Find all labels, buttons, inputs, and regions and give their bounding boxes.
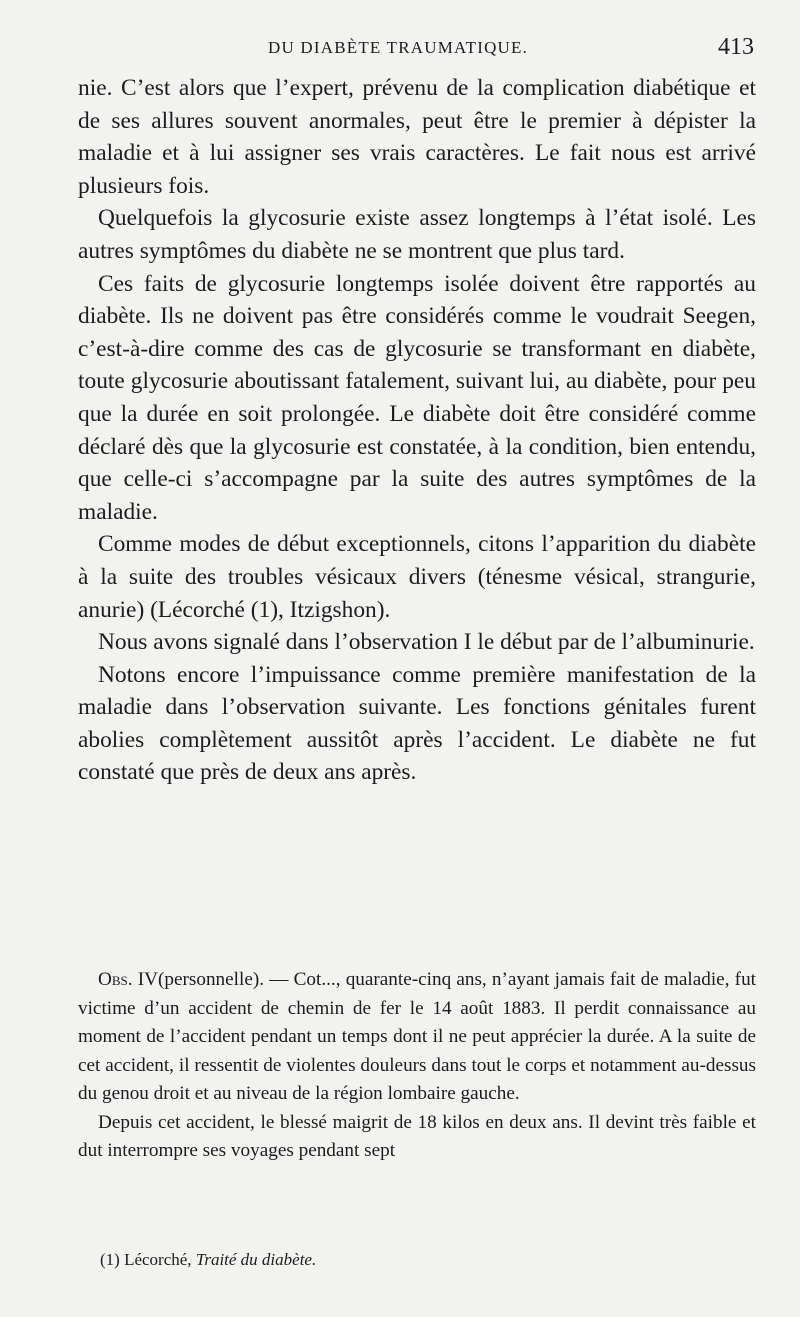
observation-paragraph-2: Depuis cet accident, le blessé maigrit de 18 kilos en deux ans. Il devint très faible et dut interrompre ses voyages pendant sept [78, 1111, 756, 1161]
observation-text-1: Cot..., quarante-cinq ans, n’ayant jamais fait de maladie, fut victime d’un accident de chemin de fer le 14 août 1883. Il perdit connaissance au moment de l’accident pendant un temps dont il ne peut apprécier la durée. A la suite de cet accident, il ressentit de violentes douleurs dans tout le corps et notamment au-dessus du genou droit et au niveau de la région lombaire gauche. [78, 969, 756, 1104]
footnote-marker: (1) Lécorché, [100, 1250, 196, 1269]
page-number: 413 [718, 34, 754, 60]
paragraph-4: Comme modes de début exceptionnels, citons l’apparition du diabète à la suite des troubles vésicaux divers (ténesme vésical, strangurie, anurie) (Lécorché (1), Itzigshon). [78, 531, 756, 623]
body-text [78, 72, 756, 789]
footnote [100, 1250, 316, 1270]
running-head: DU DIABÈTE TRAUMATIQUE. [268, 38, 529, 57]
observation-paragraph-1 [78, 966, 756, 1109]
paragraph-5: Nous avons signalé dans l’observation I le début par de l’albuminurie. [98, 629, 755, 656]
paragraph-3: Ces faits de glycosurie longtemps isolée doivent être rapportés au diabète. Ils ne doivent pas être considérés comme le voudrait Seegen, c’est-à-dire comme des cas de glycosurie se transformant en diabète, toute glycosurie aboutissant fatalement, suivant lui, au diabète, pour peu que la durée en soit prolongée. Le diabète doit être considéré comme déclaré dès que la glycosurie est constatée, à la condition, bien entendu, que celle-ci s’accompagne par la suite des autres symptômes de la maladie. [78, 270, 756, 525]
paragraph-1: nie. C’est alors que l’expert, prévenu de la complication diabétique et de ses allures souvent anormales, peut être le premier à dépister la maladie et à lui assigner ses vrais caractères. Le fait nous est arrivé plusieurs fois. [78, 75, 756, 199]
paragraph-2: Quelquefois la glycosurie existe assez longtemps à l’état isolé. Les autres symptômes du diabète ne se montrent que plus tard. [78, 205, 756, 264]
observation-block [78, 966, 756, 1166]
paragraph-6: Notons encore l’impuissance comme première manifestation de la maladie dans l’observation suivante. Les fonctions génitales furent abolies complètement aussitôt après l’accident. Le diabète ne fut constaté que près de deux ans après. [78, 661, 756, 786]
observation-qualifier: (personnelle). — [158, 969, 294, 990]
footnote-title: Traité du diabète. [195, 1250, 317, 1269]
page-header [78, 36, 756, 66]
observation-label: Obs. IV [98, 969, 158, 990]
